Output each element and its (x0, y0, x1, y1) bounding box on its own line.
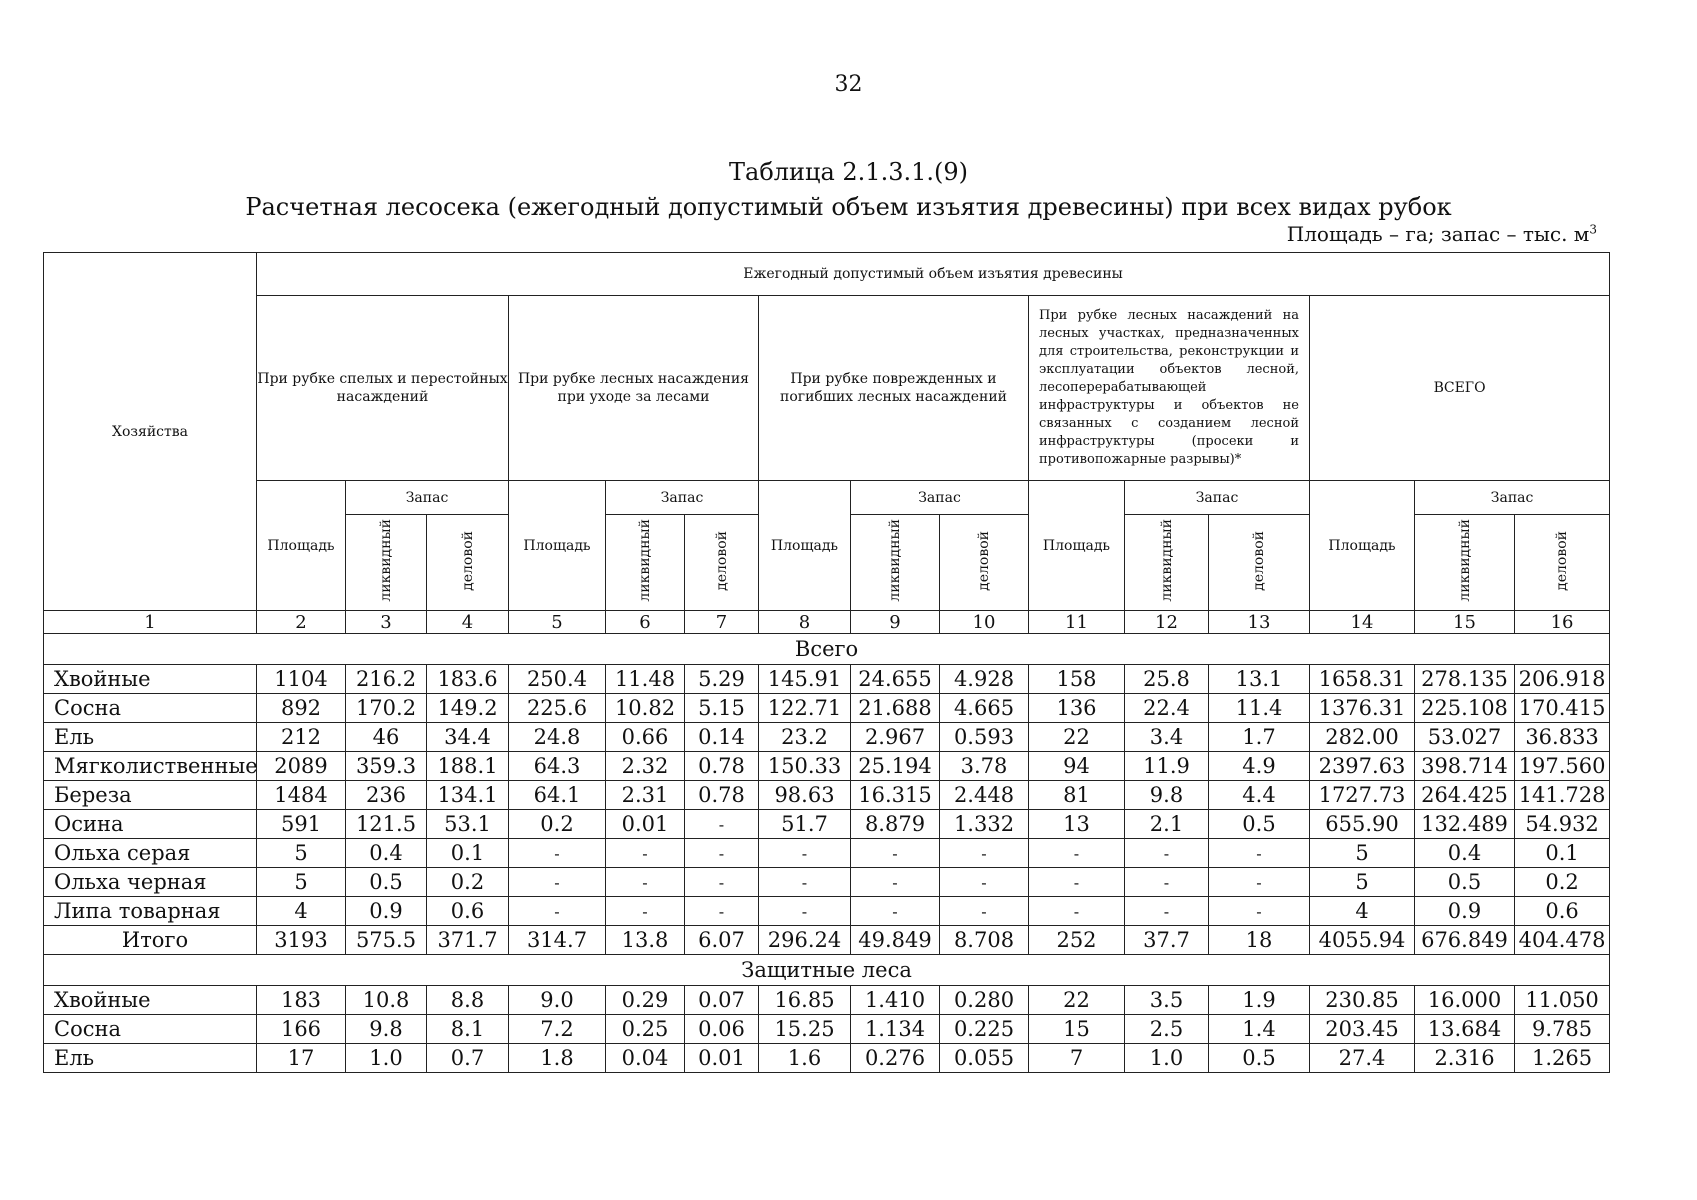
table-cell: 7.2 (509, 1015, 606, 1044)
table-cell: 0.1 (427, 839, 509, 868)
table-cell: 24.655 (851, 665, 940, 694)
table-cell: 145.91 (759, 665, 851, 694)
row-name: Ель (44, 723, 257, 752)
table-cell: 23.2 (759, 723, 851, 752)
header-business-label: деловой (976, 530, 992, 591)
table-cell: - (759, 839, 851, 868)
table-cell: 15 (1029, 1015, 1125, 1044)
table-cell: 0.01 (606, 810, 685, 839)
table-cell: 15.25 (759, 1015, 851, 1044)
row-name: Хвойные (44, 986, 257, 1015)
table-cell: 10.8 (346, 986, 427, 1015)
table-cell: 371.7 (427, 926, 509, 955)
header-business (940, 515, 1029, 611)
table-cell: 1727.73 (1310, 781, 1415, 810)
table-cell: 183 (257, 986, 346, 1015)
table-cell: - (940, 839, 1029, 868)
table-cell: 0.29 (606, 986, 685, 1015)
header-area: Площадь (1029, 481, 1125, 611)
table-cell: 34.4 (427, 723, 509, 752)
table-cell: 0.04 (606, 1044, 685, 1073)
table-cell: 3.78 (940, 752, 1029, 781)
table-cell: 1658.31 (1310, 665, 1415, 694)
table-cell: 141.728 (1515, 781, 1610, 810)
table-cell: 1.6 (759, 1044, 851, 1073)
table-cell: 11.9 (1125, 752, 1209, 781)
table-cell: 676.849 (1415, 926, 1515, 955)
table-cell: 13.684 (1415, 1015, 1515, 1044)
header-liquid-label: ликвидный (378, 519, 394, 602)
table-cell: 1.134 (851, 1015, 940, 1044)
table-cell: 0.07 (685, 986, 759, 1015)
table-cell: 158 (1029, 665, 1125, 694)
table-cell: 5.29 (685, 665, 759, 694)
column-number: 9 (851, 611, 940, 634)
column-number: 13 (1209, 611, 1310, 634)
column-number: 7 (685, 611, 759, 634)
table-cell: 5 (1310, 868, 1415, 897)
table-cell: 8.1 (427, 1015, 509, 1044)
table-cell: 188.1 (427, 752, 509, 781)
table-cell: 1.265 (1515, 1044, 1610, 1073)
table-cell: 5 (257, 868, 346, 897)
table-row (44, 752, 1610, 781)
table-cell: 21.688 (851, 694, 940, 723)
header-business (1209, 515, 1310, 611)
table-row (44, 1044, 1610, 1073)
table-cell: 197.560 (1515, 752, 1610, 781)
row-name: Сосна (44, 694, 257, 723)
table-cell: 398.714 (1415, 752, 1515, 781)
table-cell: 2089 (257, 752, 346, 781)
row-name: Итого (44, 926, 257, 955)
table-cell: 1.0 (1125, 1044, 1209, 1073)
table-cell: 655.90 (1310, 810, 1415, 839)
table-cell: 3.4 (1125, 723, 1209, 752)
table-cell: - (509, 868, 606, 897)
header-liquid-label: ликвидный (637, 519, 653, 602)
table-cell: 9.8 (1125, 781, 1209, 810)
header-stock: Запас (346, 481, 509, 515)
table-cell: 46 (346, 723, 427, 752)
table-cell: - (759, 868, 851, 897)
units-superscript: 3 (1589, 222, 1597, 237)
table-row (44, 781, 1610, 810)
column-number: 2 (257, 611, 346, 634)
table-cell: 0.5 (1415, 868, 1515, 897)
table-cell: 53.1 (427, 810, 509, 839)
row-name: Сосна (44, 1015, 257, 1044)
table-cell: 225.108 (1415, 694, 1515, 723)
table-cell: 122.71 (759, 694, 851, 723)
header-business (685, 515, 759, 611)
header-farm: Хозяйства (44, 253, 257, 611)
table-cell: 892 (257, 694, 346, 723)
table-cell: 0.25 (606, 1015, 685, 1044)
table-cell: 22 (1029, 723, 1125, 752)
table-cell: 149.2 (427, 694, 509, 723)
header-area: Площадь (257, 481, 346, 611)
table-cell: 81 (1029, 781, 1125, 810)
table-cell: 4.9 (1209, 752, 1310, 781)
table-cell: 1376.31 (1310, 694, 1415, 723)
table-cell: 212 (257, 723, 346, 752)
table-cell: - (685, 810, 759, 839)
table-cell: - (685, 897, 759, 926)
table-cell: 5 (1310, 839, 1415, 868)
table-cell: 121.5 (346, 810, 427, 839)
table-cell: 404.478 (1515, 926, 1610, 955)
column-number: 11 (1029, 611, 1125, 634)
header-business-label: деловой (459, 530, 476, 591)
table-row (44, 839, 1610, 868)
table-cell: 206.918 (1515, 665, 1610, 694)
units-note (1287, 222, 1597, 246)
table-cell: 9.785 (1515, 1015, 1610, 1044)
header-stock: Запас (851, 481, 1029, 515)
table-cell: 3193 (257, 926, 346, 955)
table-cell: 4 (257, 897, 346, 926)
table-cell: 8.879 (851, 810, 940, 839)
header-liquid-label: ликвидный (1456, 519, 1473, 602)
table-cell: - (1209, 897, 1310, 926)
header-annual-volume: Ежегодный допустимый объем изъятия древесины (257, 253, 1610, 296)
table-cell: 8.8 (427, 986, 509, 1015)
table-cell: 1484 (257, 781, 346, 810)
header-group-mature: При рубке спелых и перестойных насаждений (257, 296, 509, 481)
table-row (44, 986, 1610, 1015)
table-cell: 5 (257, 839, 346, 868)
column-number: 4 (427, 611, 509, 634)
table-cell: 0.78 (685, 781, 759, 810)
table-cell: 0.2 (1515, 868, 1610, 897)
table-cell: 8.708 (940, 926, 1029, 955)
table-row (44, 694, 1610, 723)
table-cell: 36.833 (1515, 723, 1610, 752)
row-name: Береза (44, 781, 257, 810)
table-cell: - (685, 868, 759, 897)
header-liquid (346, 515, 427, 611)
table-cell: 0.7 (427, 1044, 509, 1073)
table-cell: 134.1 (427, 781, 509, 810)
table-cell: 252 (1029, 926, 1125, 955)
table-cell: 0.6 (427, 897, 509, 926)
header-liquid (851, 515, 940, 611)
table-cell: 278.135 (1415, 665, 1515, 694)
header-business-label: деловой (1251, 530, 1267, 591)
table-cell: 170.2 (346, 694, 427, 723)
column-number: 1 (44, 611, 257, 634)
table-cell: 4.928 (940, 665, 1029, 694)
table-cell: 16.85 (759, 986, 851, 1015)
table-cell: 16.315 (851, 781, 940, 810)
table-cell: 1.0 (346, 1044, 427, 1073)
table-cell: 591 (257, 810, 346, 839)
table-cell: - (1125, 839, 1209, 868)
table-cell: 236 (346, 781, 427, 810)
table-cell: 150.33 (759, 752, 851, 781)
table-cell: 0.055 (940, 1044, 1029, 1073)
column-number: 8 (759, 611, 851, 634)
table-cell: 575.5 (346, 926, 427, 955)
table-cell: 4.665 (940, 694, 1029, 723)
table-cell: - (606, 839, 685, 868)
table-row (44, 1015, 1610, 1044)
table-cell: 0.280 (940, 986, 1029, 1015)
table-cell: 4.4 (1209, 781, 1310, 810)
header-group-thinning: При рубке лесных насаждения при уходе за лесами (509, 296, 759, 481)
table-cell: 2.316 (1415, 1044, 1515, 1073)
table-cell: 13 (1029, 810, 1125, 839)
table-cell: 1.9 (1209, 986, 1310, 1015)
row-name: Хвойные (44, 665, 257, 694)
section-row (44, 955, 1610, 986)
table-cell: 0.5 (1209, 1044, 1310, 1073)
column-number: 14 (1310, 611, 1415, 634)
table-cell: - (1125, 897, 1209, 926)
table-cell: 0.78 (685, 752, 759, 781)
table-cell: - (1029, 839, 1125, 868)
table-cell: 11.050 (1515, 986, 1610, 1015)
table-cell: 13.1 (1209, 665, 1310, 694)
table-cell: 296.24 (759, 926, 851, 955)
table-cell: 6.07 (685, 926, 759, 955)
header-business-label: деловой (713, 530, 730, 591)
header-stock: Запас (1125, 481, 1310, 515)
section-title: Защитные леса (44, 955, 1610, 986)
table-cell: 2.448 (940, 781, 1029, 810)
table-cell: 132.489 (1415, 810, 1515, 839)
table-cell: 0.225 (940, 1015, 1029, 1044)
table-cell: 0.9 (346, 897, 427, 926)
header-group-construction: При рубке лесных насаждений на лесных участках, предназначенных для строительства, реконструкции и эксплуатации объектов лесной, лесоперерабатывающей инфраструктуры и объектов не связанных с созданием лесной инфраструктуры (просеки и противопожарные разрывы)* (1029, 296, 1310, 481)
table-cell: - (851, 839, 940, 868)
header-business (1515, 515, 1610, 611)
table-cell: 0.276 (851, 1044, 940, 1073)
table-cell: 49.849 (851, 926, 940, 955)
table-cell: - (1125, 868, 1209, 897)
table-cell: 9.8 (346, 1015, 427, 1044)
table-cell: 0.06 (685, 1015, 759, 1044)
table-cell: 24.8 (509, 723, 606, 752)
table-row (44, 926, 1610, 955)
header-area: Площадь (1310, 481, 1415, 611)
table-cell: 2.32 (606, 752, 685, 781)
table-cell: 314.7 (509, 926, 606, 955)
table-cell: 216.2 (346, 665, 427, 694)
page-number: 32 (834, 72, 863, 97)
table-cell: 0.5 (346, 868, 427, 897)
table-cell: - (940, 897, 1029, 926)
table-cell: 0.6 (1515, 897, 1610, 926)
header-liquid (606, 515, 685, 611)
table-cell: 225.6 (509, 694, 606, 723)
table-cell: 17 (257, 1044, 346, 1073)
table-cell: 0.1 (1515, 839, 1610, 868)
table-cell: 0.9 (1415, 897, 1515, 926)
table-cell: 0.66 (606, 723, 685, 752)
table-cell: 10.82 (606, 694, 685, 723)
table-cell: 250.4 (509, 665, 606, 694)
table-cell: 13.8 (606, 926, 685, 955)
header-area: Площадь (509, 481, 606, 611)
header-area: Площадь (759, 481, 851, 611)
header-stock: Запас (606, 481, 759, 515)
table-cell: 98.63 (759, 781, 851, 810)
row-name: Ольха серая (44, 839, 257, 868)
table-cell: - (509, 897, 606, 926)
table-cell: 183.6 (427, 665, 509, 694)
table-cell: 94 (1029, 752, 1125, 781)
table-cell: 5.15 (685, 694, 759, 723)
table-cell: - (509, 839, 606, 868)
table-row (44, 723, 1610, 752)
table-cell: 22.4 (1125, 694, 1209, 723)
header-group-total: ВСЕГО (1310, 296, 1610, 481)
header-liquid (1415, 515, 1515, 611)
column-number: 3 (346, 611, 427, 634)
table-cell: 18 (1209, 926, 1310, 955)
table-row (44, 665, 1610, 694)
table-cell: - (1209, 868, 1310, 897)
table-cell: 2397.63 (1310, 752, 1415, 781)
table-cell: 0.4 (346, 839, 427, 868)
table-cell: - (940, 868, 1029, 897)
column-number-row (44, 611, 1610, 634)
table-cell: 0.2 (509, 810, 606, 839)
column-number: 12 (1125, 611, 1209, 634)
table-cell: 2.31 (606, 781, 685, 810)
table-cell: - (1029, 868, 1125, 897)
column-number: 10 (940, 611, 1029, 634)
table-cell: 203.45 (1310, 1015, 1415, 1044)
table-cell: 11.4 (1209, 694, 1310, 723)
table-cell: - (606, 897, 685, 926)
table-cell: 282.00 (1310, 723, 1415, 752)
header-group-damaged: При рубке поврежденных и погибших лесных насаждений (759, 296, 1029, 481)
table-cell: 0.2 (427, 868, 509, 897)
table-cell: 9.0 (509, 986, 606, 1015)
table-subtitle: Расчетная лесосека (ежегодный допустимый объем изъятия древесины) при всех видах рубок (245, 193, 1452, 221)
table-cell: 25.8 (1125, 665, 1209, 694)
table-cell: 2.5 (1125, 1015, 1209, 1044)
row-name: Липа товарная (44, 897, 257, 926)
table-cell: 0.14 (685, 723, 759, 752)
table-cell: 0.01 (685, 1044, 759, 1073)
header-stock: Запас (1415, 481, 1610, 515)
table-cell: 0.593 (940, 723, 1029, 752)
table-row (44, 810, 1610, 839)
table-cell: 64.3 (509, 752, 606, 781)
table-cell: 51.7 (759, 810, 851, 839)
row-name: Мягколиственные (44, 752, 257, 781)
table-cell: 170.415 (1515, 694, 1610, 723)
section-row (44, 634, 1610, 665)
header-business (427, 515, 509, 611)
header-liquid (1125, 515, 1209, 611)
table-cell: 54.932 (1515, 810, 1610, 839)
table-cell: 53.027 (1415, 723, 1515, 752)
section-title: Всего (44, 634, 1610, 665)
table-title: Таблица 2.1.3.1.(9) (729, 158, 968, 186)
table-cell: - (685, 839, 759, 868)
table-cell: 27.4 (1310, 1044, 1415, 1073)
table-cell: - (759, 897, 851, 926)
header-liquid-label: ликвидный (1158, 519, 1175, 602)
row-name: Ель (44, 1044, 257, 1073)
table-cell: 1.410 (851, 986, 940, 1015)
table-cell: 0.5 (1209, 810, 1310, 839)
table-cell: 3.5 (1125, 986, 1209, 1015)
table-cell: 25.194 (851, 752, 940, 781)
table-cell: 359.3 (346, 752, 427, 781)
table-cell: - (851, 897, 940, 926)
table-cell: 37.7 (1125, 926, 1209, 955)
table-cell: 1.7 (1209, 723, 1310, 752)
table-cell: 166 (257, 1015, 346, 1044)
table-cell: 2.1 (1125, 810, 1209, 839)
table-cell: 22 (1029, 986, 1125, 1015)
allowable-cut-table (43, 252, 1610, 1073)
column-number: 5 (509, 611, 606, 634)
table-cell: 7 (1029, 1044, 1125, 1073)
table-cell: 64.1 (509, 781, 606, 810)
column-number: 15 (1415, 611, 1515, 634)
table-cell: 1104 (257, 665, 346, 694)
row-name: Ольха черная (44, 868, 257, 897)
table-cell: 264.425 (1415, 781, 1515, 810)
table-cell: - (1209, 839, 1310, 868)
column-number: 16 (1515, 611, 1610, 634)
table-cell: 1.8 (509, 1044, 606, 1073)
table-cell: 0.4 (1415, 839, 1515, 868)
table-cell: 230.85 (1310, 986, 1415, 1015)
table-cell: - (606, 868, 685, 897)
units-text: Площадь – га; запас – тыс. м (1286, 222, 1590, 246)
table-cell: 16.000 (1415, 986, 1515, 1015)
column-number: 6 (606, 611, 685, 634)
table-cell: 11.48 (606, 665, 685, 694)
table-cell: 1.4 (1209, 1015, 1310, 1044)
table-cell: 1.332 (940, 810, 1029, 839)
table-cell: - (851, 868, 940, 897)
table-row (44, 897, 1610, 926)
table-cell: 136 (1029, 694, 1125, 723)
row-name: Осина (44, 810, 257, 839)
table-cell: 2.967 (851, 723, 940, 752)
table-cell: 4055.94 (1310, 926, 1415, 955)
table-cell: - (1029, 897, 1125, 926)
header-liquid-label: ликвидный (887, 519, 903, 602)
header-business-label: деловой (1554, 530, 1571, 591)
table-row (44, 868, 1610, 897)
table-cell: 4 (1310, 897, 1415, 926)
